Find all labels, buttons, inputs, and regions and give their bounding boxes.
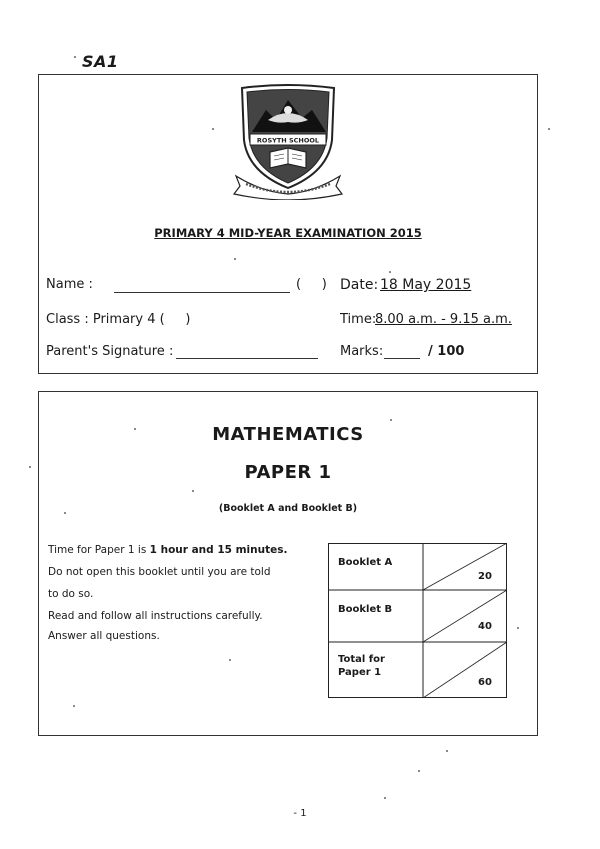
scan-speck [29,466,31,468]
instruction-time-duration: 1 hour and 15 minutes. [149,544,288,556]
scan-speck [384,797,386,799]
marks-table [328,543,507,698]
scan-speck [229,659,231,661]
paper-code-tag: SA1 [82,52,119,71]
scan-speck [418,770,420,772]
date-label: Date: [340,277,379,293]
parent-signature-label: Parent's Signature : [46,344,174,359]
marks-total: / 100 [428,344,465,359]
total-max: 60 [478,677,492,688]
booklet-a-score-cell[interactable] [424,544,506,589]
time-label: Time: [340,312,377,327]
scan-speck [73,705,75,707]
booklets-note: (Booklet A and Booklet B) [218,503,358,514]
register-number-bracket: ( ) [296,277,327,292]
name-label: Name : [46,277,93,292]
subject-title: MATHEMATICS [212,424,364,445]
date-value: 18 May 2015 [380,277,472,293]
total-label-line1: Total for [338,654,385,665]
scan-speck [234,258,236,260]
booklet-b-max: 40 [478,621,492,632]
exam-title: PRIMARY 4 MID-YEAR EXAMINATION 2015 [154,226,422,240]
time-value: 8.00 a.m. - 9.15 a.m. [375,312,512,327]
booklet-a-max: 20 [478,571,492,582]
scan-speck [192,490,194,492]
scan-speck [389,271,391,273]
total-score-cell[interactable] [424,643,506,697]
page-number: - 1 [293,808,307,819]
booklet-b-label: Booklet B [338,604,393,615]
booklet-a-label: Booklet A [338,557,393,568]
instruction-time-prefix: Time for Paper 1 is [48,544,150,556]
instruction-time [48,544,287,556]
scan-speck [74,56,76,58]
scan-speck [134,428,136,430]
scan-speck [517,627,519,629]
crest-banner-text: ROSYTH SCHOOL [256,136,320,145]
school-crest-icon [232,80,344,200]
parent-signature-field[interactable] [176,344,318,359]
marks-field[interactable] [384,344,420,359]
instruction-line: Do not open this booklet until you are told [48,566,271,578]
marks-label: Marks: [340,344,384,359]
scan-speck [390,419,392,421]
name-field[interactable] [114,278,290,293]
total-label-line2: Paper 1 [338,667,382,678]
instruction-line: Read and follow all instructions carefully. [48,610,263,622]
instruction-line: to do so. [48,588,94,600]
paper-title: PAPER 1 [244,462,332,483]
instruction-line: Answer all questions. [48,630,160,642]
scan-speck [548,128,550,130]
scan-speck [64,512,66,514]
scan-speck [446,750,448,752]
scan-speck [212,128,214,130]
class-label: Class : Primary 4 ( ) [46,312,191,327]
booklet-b-score-cell[interactable] [424,591,506,641]
